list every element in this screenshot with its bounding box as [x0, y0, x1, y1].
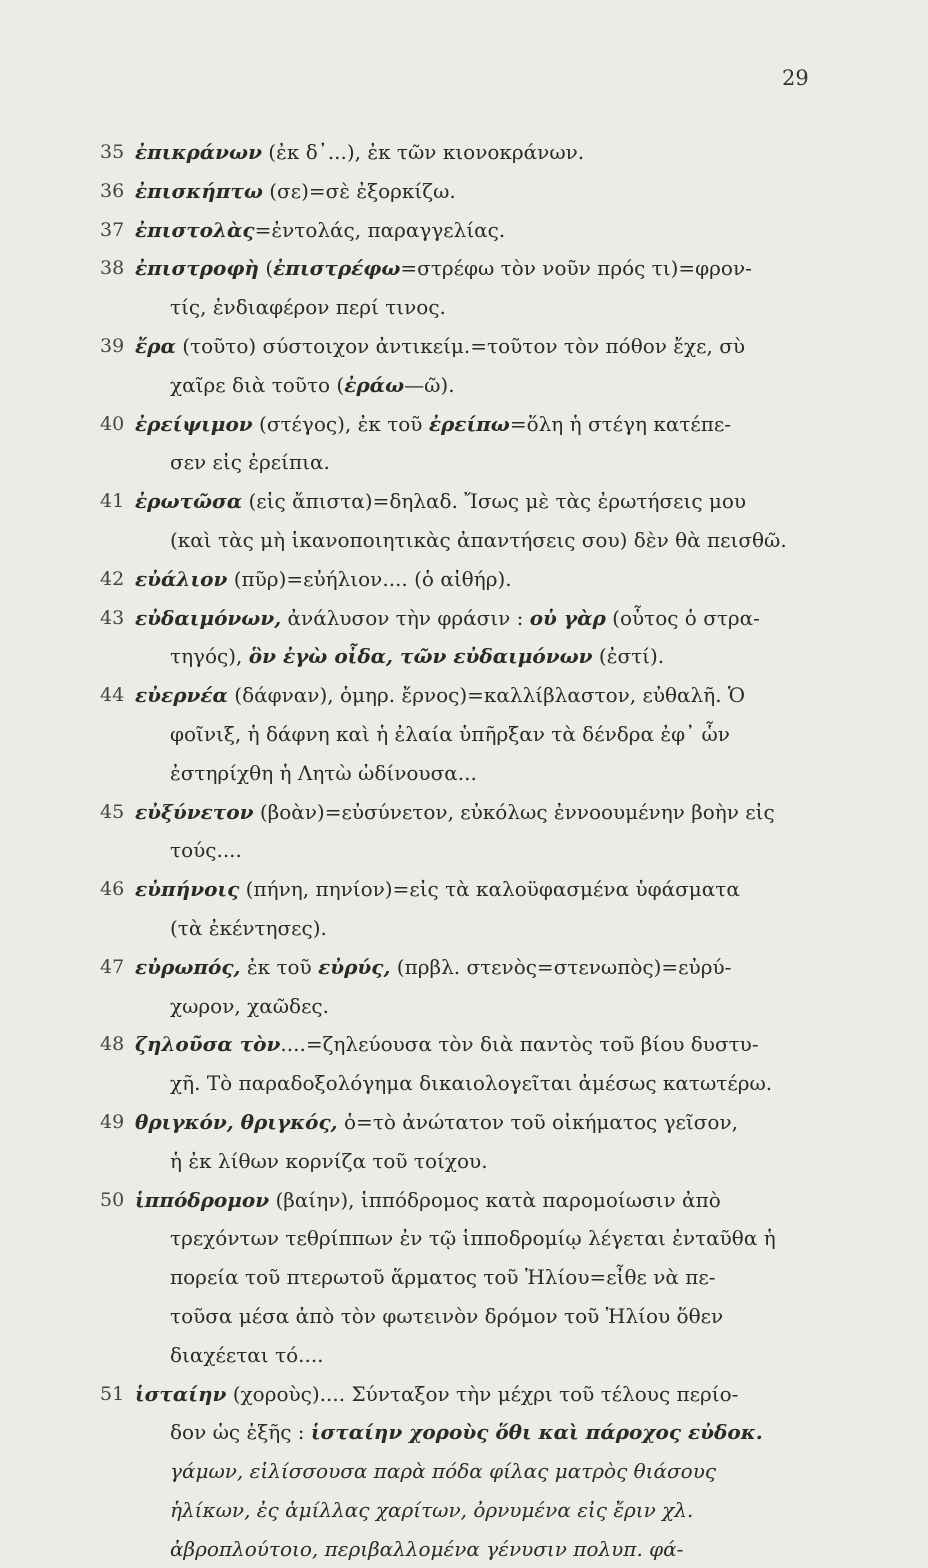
headword: εὐρωπός,: [135, 955, 241, 979]
entry-continuation-line: [135, 1491, 860, 1530]
headword: ἐρείψιμον: [135, 412, 253, 436]
entry-continuation-line: [135, 366, 860, 405]
entry-continuation-line: [135, 637, 860, 676]
gloss-text: (τοῦτο) σύστοιχον ἀντικείμ.=τοῦτον τὸν πόθον ἔχε, σὺ: [176, 334, 745, 358]
gloss-text: ἀνάλυσον τὴν φράσιν :: [281, 606, 530, 630]
glossary-entry: [100, 211, 860, 250]
gloss-text: (οὗτος ὁ στρα-: [606, 606, 760, 630]
entry-number: 43: [100, 599, 124, 638]
headword: εὐπήνοις: [135, 877, 239, 901]
headword: ἐπιστρέφω: [273, 256, 400, 280]
entry-number: 45: [100, 793, 124, 832]
entry-continuation-line: [135, 1219, 860, 1258]
entry-number: 51: [100, 1375, 124, 1414]
gloss-text: (καὶ τὰς μὴ ἱκανοποιητικὰς ἀπαντήσεις σου) δὲν θὰ πεισθῶ.: [170, 528, 787, 552]
gloss-text: τίς, ἐνδιαφέρον περί τινος.: [170, 295, 446, 319]
entry-continuation-line: [135, 443, 860, 482]
gloss-text: (ἐκ δ᾽...), ἐκ τῶν κιονοκράνων.: [262, 140, 584, 164]
gloss-text: =στρέφω τὸν νοῦν πρός τι)=φρον-: [400, 256, 751, 280]
gloss-text: ....=ζηλεύουσα τὸν διὰ παντὸς τοῦ βίου δυστυ-: [280, 1032, 758, 1056]
gloss-text: φοῖνιξ, ἡ δάφνη καὶ ἡ ἐλαία ὑπῆρξαν τὰ δένδρα ἐφ᾽ ὧν: [170, 722, 730, 746]
entry-first-line: [135, 870, 860, 909]
gloss-text: τρεχόντων τεθρίππων ἐν τῷ ἱπποδρομίῳ λέγεται ἐνταῦθα ἡ: [170, 1226, 776, 1250]
entry-number: 44: [100, 676, 124, 715]
entry-first-line: [135, 172, 860, 211]
entry-continuation-line: [135, 1258, 860, 1297]
quoted-text: οὐ γὰρ: [530, 606, 606, 630]
gloss-text: ἡ ἐκ λίθων κορνίζα τοῦ τοίχου.: [170, 1149, 488, 1173]
gloss-text: χαῖρε διὰ τοῦτο (: [170, 373, 344, 397]
gloss-text: (ἐστί).: [593, 644, 665, 668]
glossary-entry: [100, 948, 860, 1026]
entry-continuation-line: [135, 715, 860, 754]
gloss-text: =ὅλη ἡ στέγη κατέπε-: [510, 412, 731, 436]
entry-continuation-line: [135, 1530, 860, 1568]
entry-number: 48: [100, 1025, 124, 1064]
entry-number: 38: [100, 249, 124, 288]
headword: ἐπικράνων: [135, 140, 262, 164]
page-number: 29: [782, 66, 809, 90]
gloss-text: (βαίην), ἱππόδρομος κατὰ παρομοίωσιν ἀπὸ: [269, 1188, 721, 1212]
entry-number: 49: [100, 1103, 124, 1142]
gloss-text: =ἐντολάς, παραγγελίας.: [255, 218, 506, 242]
gloss-text: τηγός),: [170, 644, 249, 668]
headword: εὐδαιμόνων,: [135, 606, 281, 630]
glossary-entry: [100, 133, 860, 172]
headword: εὐάλιον: [135, 567, 227, 591]
gloss-text: ἐκ τοῦ: [241, 955, 319, 979]
glossary-entry: [100, 249, 860, 327]
headword: ἱππόδρομον: [135, 1188, 269, 1212]
entry-first-line: [135, 482, 860, 521]
glossary-entry: [100, 1181, 860, 1375]
glossary-entry: [100, 172, 860, 211]
gloss-text: (τὰ ἐκέντησες).: [170, 916, 327, 940]
headword: εὐρύς,: [318, 955, 390, 979]
entry-number: 50: [100, 1181, 124, 1220]
gloss-text: χωρον, χαῶδες.: [170, 994, 329, 1018]
gloss-text: τοῦσα μέσα ἀπὸ τὸν φωτεινὸν δρόμον τοῦ Ἡλίου ὅθεν: [170, 1304, 723, 1328]
glossary-entry: [100, 327, 860, 405]
quoted-text: γάμων, εἱλίσσουσα παρὰ πόδα φίλας ματρὸς θιάσους: [170, 1459, 716, 1483]
entry-number: 41: [100, 482, 124, 521]
entry-continuation-line: [135, 831, 860, 870]
headword: ἱσταίην: [135, 1382, 226, 1406]
headword: ἐράω: [344, 373, 404, 397]
glossary-entry: [100, 405, 860, 483]
entry-first-line: [135, 1375, 860, 1414]
entry-first-line: [135, 133, 860, 172]
entry-number: 39: [100, 327, 124, 366]
headword: ἐπιστολὰς: [135, 218, 255, 242]
headword: εὐξύνετον: [135, 800, 253, 824]
gloss-text: χῆ. Τὸ παραδοξολόγημα δικαιολογεῖται ἀμέσως κατωτέρω.: [170, 1071, 772, 1095]
entry-continuation-line: [135, 288, 860, 327]
quoted-text: ἀβροπλούτοιο, περιβαλλομένα γένυσιν πολυπ. φά-: [170, 1537, 683, 1561]
entry-continuation-line: [135, 1064, 860, 1103]
entry-first-line: [135, 1103, 860, 1142]
headword: ἐρείπω: [429, 412, 510, 436]
entry-number: 36: [100, 172, 124, 211]
entry-first-line: [135, 793, 860, 832]
glossary-entry: [100, 599, 860, 677]
headword: ζηλοῦσα τὸν: [135, 1032, 280, 1056]
gloss-text: δον ὡς ἑξῆς :: [170, 1420, 311, 1444]
gloss-text: ὁ=τὸ ἀνώτατον τοῦ οἰκήματος γεῖσον,: [338, 1110, 738, 1134]
entry-number: 46: [100, 870, 124, 909]
gloss-text: διαχέεται τό....: [170, 1343, 324, 1367]
glossary-entry: [100, 676, 860, 792]
gloss-text: (χοροὺς).... Σύνταξον τὴν μέχρι τοῦ τέλους περίο-: [226, 1382, 738, 1406]
entry-continuation-line: [135, 1336, 860, 1375]
entry-first-line: [135, 327, 860, 366]
gloss-text: τούς....: [170, 838, 242, 862]
entry-continuation-line: [135, 1297, 860, 1336]
glossary-entry: [100, 1103, 860, 1181]
headword: ἐπισκήπτω: [135, 179, 263, 203]
entry-continuation-line: [135, 754, 860, 793]
gloss-text: (βοὰν)=εὐσύνετον, εὐκόλως ἐννοουμένην βοὴν εἰς: [253, 800, 774, 824]
quoted-text: ἱσταίην χοροὺς ὅθι καὶ πάροχος εὐδοκ.: [311, 1420, 763, 1444]
entry-first-line: [135, 249, 860, 288]
entry-first-line: [135, 1025, 860, 1064]
quoted-text: ἡλίκων, ἐς ἁμίλλας χαρίτων, ὀρνυμένα εἰς ἔριν χλ.: [170, 1498, 693, 1522]
glossary-entry: [100, 1375, 860, 1568]
headword: ἐπιστροφὴ: [135, 256, 259, 280]
entry-continuation-line: [135, 1142, 860, 1181]
entry-number: 40: [100, 405, 124, 444]
headword: ἔρα: [135, 334, 176, 358]
gloss-text: (πήνη, πηνίον)=εἰς τὰ καλοϋφασμένα ὑφάσματα: [239, 877, 740, 901]
quoted-text: ὃν ἐγὼ οἶδα, τῶν εὐδαιμόνων: [249, 644, 593, 668]
entry-number: 47: [100, 948, 124, 987]
glossary-entry: [100, 870, 860, 948]
entry-number: 42: [100, 560, 124, 599]
gloss-text: (εἰς ἄπιστα)=δηλαδ. Ἴσως μὲ τὰς ἐρωτήσεις μου: [242, 489, 746, 513]
gloss-text: σεν εἰς ἐρείπια.: [170, 450, 330, 474]
entry-number: 35: [100, 133, 124, 172]
gloss-text: (δάφναν), ὁμηρ. ἔρνος)=καλλίβλαστον, εὐθαλῆ. Ὁ: [228, 683, 745, 707]
gloss-text: (πρβλ. στενὸς=στενωπὸς)=εὐρύ-: [390, 955, 731, 979]
entry-first-line: [135, 560, 860, 599]
gloss-text: (: [259, 256, 273, 280]
headword: θριγκόν, θριγκός,: [135, 1110, 338, 1134]
entry-first-line: [135, 676, 860, 715]
gloss-text: πορεία τοῦ πτερωτοῦ ἅρματος τοῦ Ἡλίου=εἶθε νὰ πε-: [170, 1265, 716, 1289]
gloss-text: —ῶ).: [404, 373, 454, 397]
glossary-entry: [100, 560, 860, 599]
entry-continuation-line: [135, 1452, 860, 1491]
glossary-entry: [100, 793, 860, 871]
gloss-text: (στέγος), ἐκ τοῦ: [253, 412, 429, 436]
entry-first-line: [135, 599, 860, 638]
entry-first-line: [135, 948, 860, 987]
glossary-entry: [100, 1025, 860, 1103]
entry-number: 37: [100, 211, 124, 250]
headword: ἐρωτῶσα: [135, 489, 242, 513]
gloss-text: (πῦρ)=εὐήλιον.... (ὁ αἰθήρ).: [227, 567, 511, 591]
glossary-entry: [100, 482, 860, 560]
entry-continuation-line: [135, 987, 860, 1026]
entry-continuation-line: [135, 1413, 860, 1452]
headword: εὐερνέα: [135, 683, 228, 707]
gloss-text: ἐστηρίχθη ἡ Λητὼ ὠδίνουσα...: [170, 761, 477, 785]
entry-first-line: [135, 1181, 860, 1220]
entry-continuation-line: [135, 521, 860, 560]
gloss-text: (σε)=σὲ ἐξορκίζω.: [263, 179, 456, 203]
entry-first-line: [135, 405, 860, 444]
entry-continuation-line: [135, 909, 860, 948]
entry-first-line: [135, 211, 860, 250]
glossary-entries: [100, 133, 860, 1568]
